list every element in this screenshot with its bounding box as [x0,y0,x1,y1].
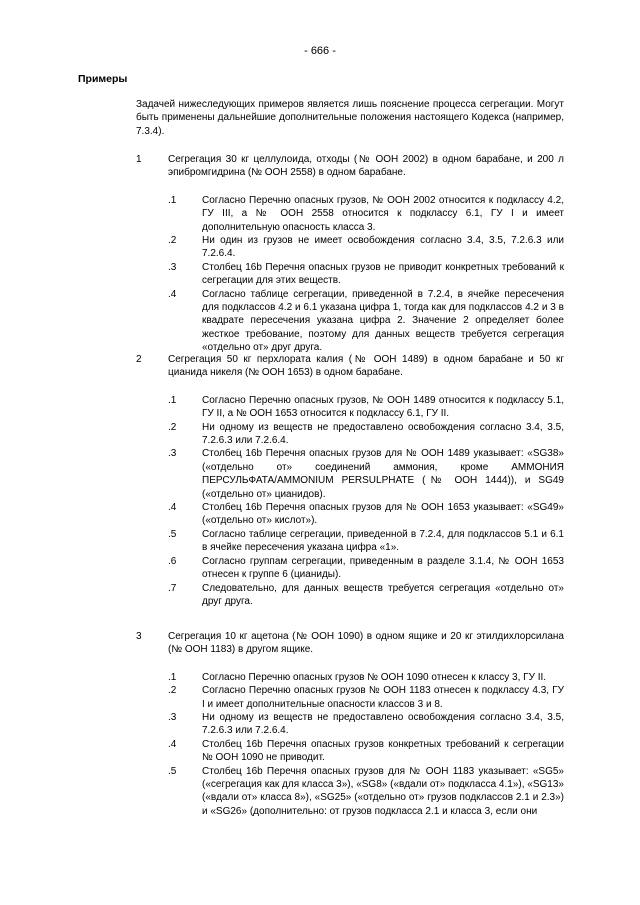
item-number: .1 [168,671,177,683]
example-number: 3 [136,631,142,642]
list-item [168,555,564,582]
item-number: .2 [168,685,177,697]
item-text: Столбец 16b Перечня опасных грузов не приводит конкретных требований к сегрегации для этих веществ. [202,261,564,287]
item-text: Согласно группам сегрегации, приведенным в разделе 3.1.4, № ООН 1653 отнесен к группе 6 (цианиды). [202,555,564,581]
list-item [168,288,564,355]
item-number: .3 [168,448,177,460]
example-items [136,394,564,609]
example-1 [136,153,564,355]
list-item [168,421,564,448]
item-text: Ни одному из веществ не предоставлено освобождения согласно 3.4, 3.5, 7.2.6.3 или 7.2.6.4. [202,421,564,447]
list-item [168,684,564,711]
intro-paragraph: Задачей нижеследующих примеров является лишь пояснение процесса сегрегации. Могут быть применены дальнейшие дополнительные положения настоящего Кодекса (например, 7.3.4). [136,99,564,137]
list-item [168,234,564,261]
example-2 [136,353,564,608]
list-item [168,711,564,738]
item-number: .1 [168,194,177,206]
item-text: Столбец 16b Перечня опасных грузов для № ООН 1489 указывает: «SG38» («отдельно от» соединений аммония, кроме АММОНИЯ ПЕРСУЛЬФАТА/AMMONIUM PERSULPHATE (№ ООН 1444)), и SG49 («отдельно от» цианидов). [202,448,564,500]
list-item [168,447,564,501]
list-item [168,194,564,234]
item-text: Согласно таблице сегрегации, приведенной в 7.2.4, в ячейке пересечения для подклассов 4.2 и 6.1 указана цифра 1, тогда как для подклассов 4.2 и 3 в квадрате пересечения указана цифра 2. Значение 2 определяет более жесткое требование, поэтому для данных веществ требуется сегрегация «отдельно от» друг друга. [202,288,564,354]
item-text: Следовательно, для данных веществ требуется сегрегация «отдельно от» друг друга. [202,582,564,607]
example-number: 2 [136,354,142,365]
item-number: .2 [168,235,177,247]
item-number: .5 [168,765,177,777]
item-number: .4 [168,502,177,514]
item-number: .4 [168,288,177,300]
example-number: 1 [136,154,142,165]
example-text: Сегрегация 50 кг перхлората калия (№ ООН 1489) в одном барабане и 50 кг цианида никеля (№ ООН 1653) в одном барабане. [168,354,564,379]
item-text: Ни один из грузов не имеет освобождения согласно 3.4, 3.5, 7.2.6.3 или 7.2.6.4. [202,235,564,260]
list-item [168,528,564,555]
list-item [168,765,564,819]
item-text: Согласно Перечню опасных грузов, № ООН 1489 относится к подклассу 5.1, ГУ II, а № ООН 1653 относится к подклассу 6.1, ГУ II. [202,394,564,420]
list-item [168,582,564,609]
list-item [168,261,564,288]
item-number: .5 [168,528,177,540]
example-3 [136,630,564,818]
example-items [136,194,564,355]
example-text: Сегрегация 10 кг ацетона (№ ООН 1090) в одном ящике и 20 кг этилдихлорсилана (№ ООН 1183) в другом ящике. [168,631,564,656]
item-number: .3 [168,261,177,273]
list-item [168,738,564,765]
item-text: Столбец 16b Перечня опасных грузов конкретных требований к сегрегации № ООН 1090 не приводит. [202,738,564,764]
item-text: Согласно таблице сегрегации, приведенной в 7.2.4, для подклассов 5.1 и 6.1 в ячейке пересечения указана цифра «1». [202,528,564,554]
item-text: Столбец 16b Перечня опасных грузов для № ООН 1183 указывает: «SG5» («сегрегация как для класса 3»), «SG8» («вдали от» подкласса 4.1»), «SG13» («вдали от» класса 8»), «SG25» («отдельно от» грузов подклассов 2.1 и 2.3») и «SG26» (дополнительно: от грузов подкласса 2.1 и класса 3, если они [202,765,564,817]
item-number: .7 [168,582,177,594]
section-heading: Примеры [78,73,128,85]
item-text: Согласно Перечню опасных грузов № ООН 1183 отнесен к подклассу 4.3, ГУ I и имеет дополнительные опасности классов 3 и 8. [202,685,564,710]
item-text: Ни одному из веществ не предоставлено освобождения согласно 3.4, 3.5, 7.2.6.3 или 7.2.6.4. [202,712,564,737]
item-number: .1 [168,394,177,406]
list-item [168,501,564,528]
item-text: Согласно Перечню опасных грузов № ООН 1090 отнесен к классу 3, ГУ II. [202,671,547,683]
item-number: .6 [168,555,177,567]
item-text: Согласно Перечню опасных грузов, № ООН 2002 относится к подклассу 4.2, ГУ III, а № ООН 2558 относится к подклассу 6.1, ГУ I и имеет дополнительную опасность класса 3. [202,194,564,233]
item-text: Столбец 16b Перечня опасных грузов для № ООН 1653 указывает: «SG49» («отдельно от» кислот»). [202,502,564,527]
item-number: .3 [168,712,177,724]
example-text: Сегрегация 30 кг целлулоида, отходы (№ ООН 2002) в одном барабане, и 200 л эпибромгидрина (№ ООН 2558) в одном барабане. [168,154,564,179]
list-item [168,671,564,684]
item-number: .2 [168,421,177,433]
page-number: - 666 - [304,45,336,57]
item-number: .4 [168,738,177,750]
list-item [168,394,564,421]
example-items [136,671,564,818]
